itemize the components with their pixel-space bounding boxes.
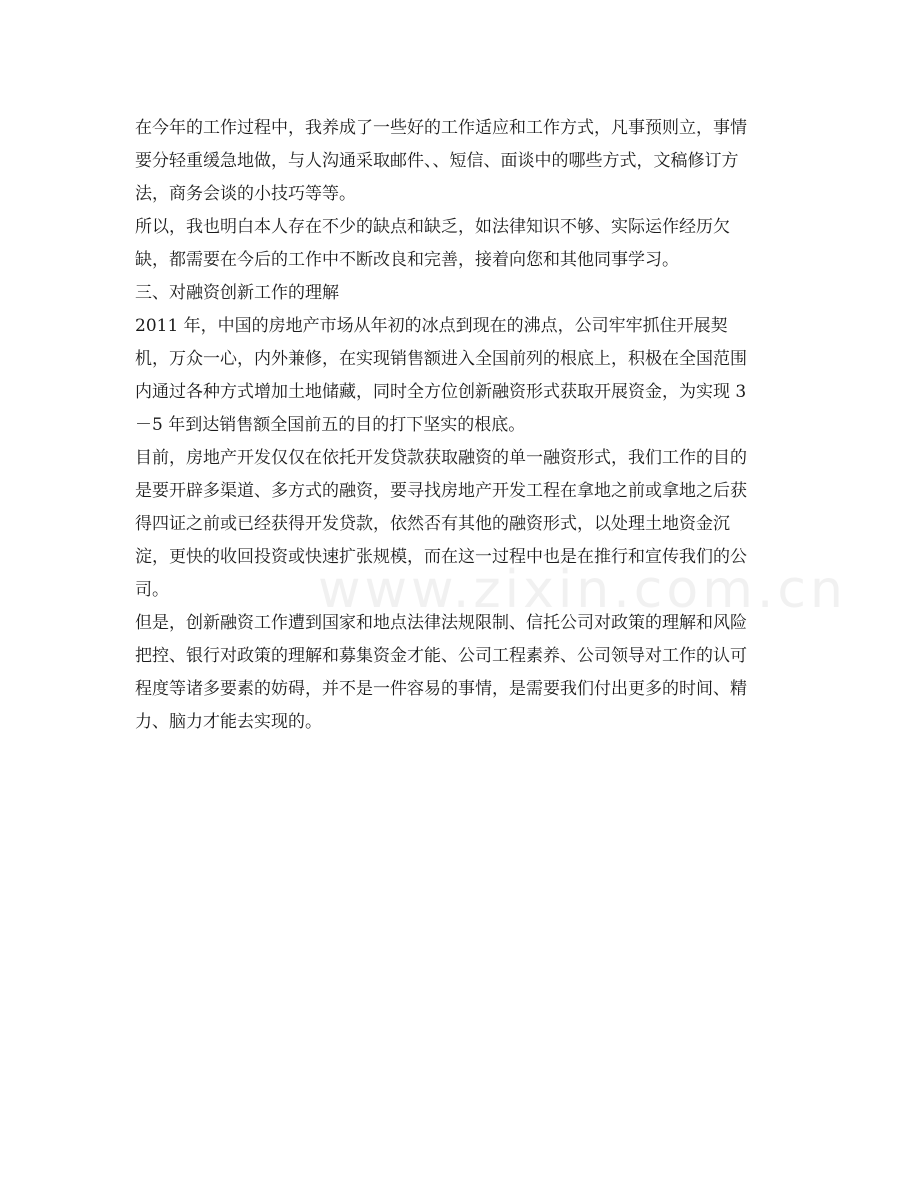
- text-line: 要分轻重缓急地做，与人沟通采取邮件、、短信、面谈中的哪些方式，文稿修订方: [135, 151, 739, 171]
- text-line: －5 年到达销售额全国前五的目的打下坚实的根底。: [135, 415, 526, 435]
- text-line: 淀，更快的收回投资或快速扩张规模，而在这一过程中也是在推行和宣传我们的公: [135, 547, 747, 567]
- text-line: 力、脑力才能去实现的。: [135, 712, 322, 732]
- text-line: 但是，创新融资工作遭到国家和地点法律法规限制、信托公司对政策的理解和风险: [135, 613, 747, 633]
- text-line: 所以，我也明白本人存在不少的缺点和缺乏，如法律知识不够、实际运作经历欠: [135, 217, 730, 237]
- text-line: 得四证之前或已经获得开发贷款，依然否有其他的融资形式，以处理土地资金沉: [135, 514, 730, 534]
- text-line: 法，商务会谈的小技巧等等。: [135, 184, 356, 204]
- watermark: www.zixin.com.cn: [318, 560, 847, 620]
- text-line: 是要开辟多渠道、多方式的融资，要寻找房地产开发工程在拿地之前或拿地之后获: [135, 481, 747, 501]
- text-line: 司。: [135, 580, 169, 600]
- text-line: 机，万众一心，内外兼修，在实现销售额进入全国前列的根底上，积极在全国范围: [135, 349, 747, 369]
- section-heading: 三、对融资创新工作的理解: [135, 283, 339, 303]
- text-line: 缺，都需要在今后的工作中不断改良和完善，接着向您和其他同事学习。: [135, 250, 679, 270]
- document-body: [135, 112, 791, 739]
- text-line: 2011 年，中国的房地产市场从年初的冰点到现在的沸点，公司牢牢抓住开展契: [135, 316, 728, 336]
- text-line: 目前，房地产开发仅仅在依托开发贷款获取融资的单一融资形式，我们工作的目的: [135, 448, 747, 468]
- text-line: 内通过各种方式增加土地储藏，同时全方位创新融资形式获取开展资金，为实现 3: [135, 382, 747, 402]
- text-line: 程度等诸多要素的妨碍，并不是一件容易的事情，是需要我们付出更多的时间、精: [135, 679, 747, 699]
- text-line: 把控、银行对政策的理解和募集资金才能、公司工程素养、公司领导对工作的认可: [135, 646, 747, 666]
- text-line: 在今年的工作过程中，我养成了一些好的工作适应和工作方式，凡事预则立，事情: [135, 118, 747, 138]
